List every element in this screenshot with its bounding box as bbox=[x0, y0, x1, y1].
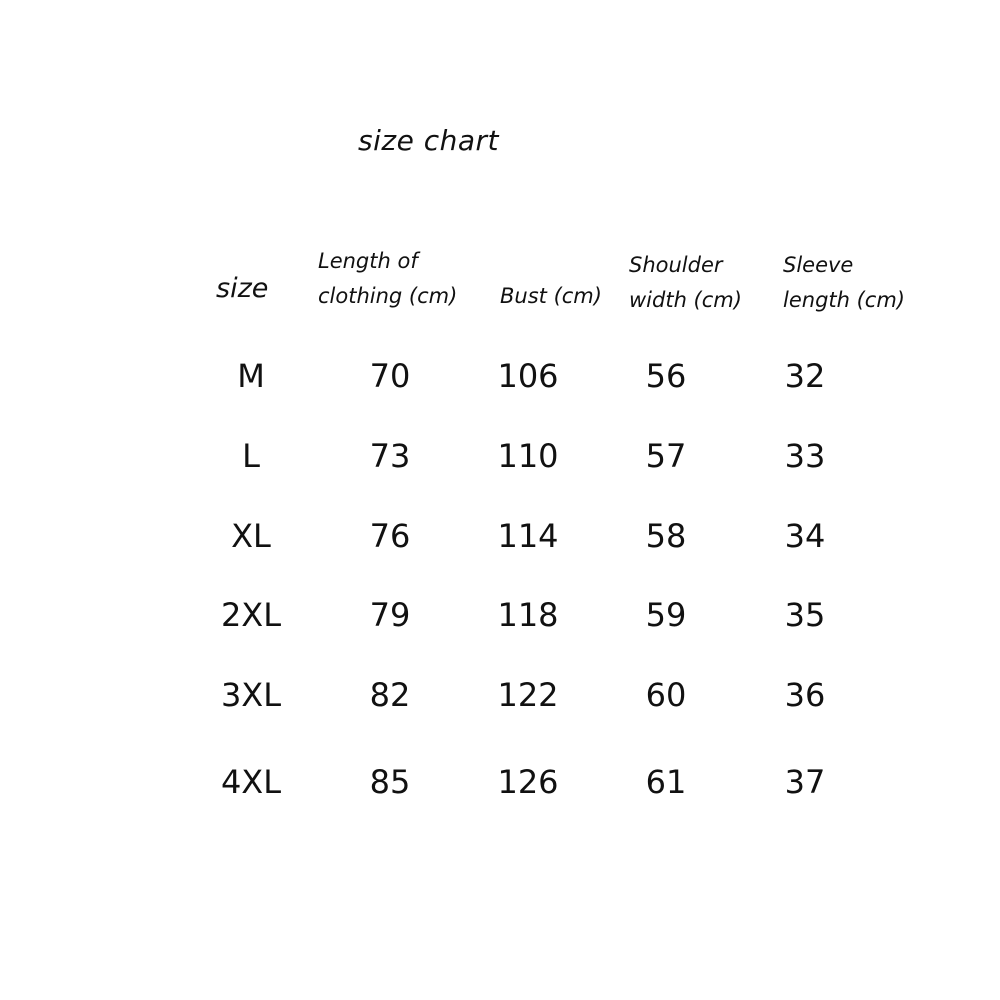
row-l-length: 73 bbox=[369, 437, 411, 475]
row-3xl-shoulder: 60 bbox=[645, 676, 687, 714]
row-m-length: 70 bbox=[369, 357, 411, 395]
row-xl-sleeve: 34 bbox=[784, 517, 826, 555]
header-bust: Bust (cm) bbox=[500, 284, 602, 308]
header-sleeve-line1: Sleeve bbox=[783, 253, 854, 277]
row-4xl-length: 85 bbox=[369, 763, 411, 801]
header-length-line2: clothing (cm) bbox=[318, 284, 458, 308]
row-2xl-size: 2XL bbox=[220, 596, 282, 634]
header-length bbox=[318, 244, 457, 314]
header-length-line1: Length of bbox=[318, 249, 418, 273]
row-xl-length: 76 bbox=[369, 517, 411, 555]
row-m-shoulder: 56 bbox=[645, 357, 687, 395]
row-3xl-size: 3XL bbox=[220, 676, 282, 714]
row-3xl-sleeve: 36 bbox=[784, 676, 826, 714]
header-shoulder-line2: width (cm) bbox=[629, 288, 742, 312]
row-l-bust: 110 bbox=[497, 437, 559, 475]
row-xl-size: XL bbox=[231, 517, 271, 555]
header-sleeve bbox=[783, 248, 905, 318]
row-3xl-length: 82 bbox=[369, 676, 411, 714]
row-4xl-shoulder: 61 bbox=[645, 763, 687, 801]
row-l-size: L bbox=[242, 437, 260, 475]
row-m-sleeve: 32 bbox=[784, 357, 826, 395]
row-l-sleeve: 33 bbox=[784, 437, 826, 475]
header-sleeve-line2: length (cm) bbox=[783, 288, 906, 312]
page-title: size chart bbox=[358, 124, 499, 157]
row-2xl-bust: 118 bbox=[497, 596, 559, 634]
row-m-bust: 106 bbox=[497, 357, 559, 395]
row-xl-bust: 114 bbox=[497, 517, 559, 555]
header-size: size bbox=[216, 273, 269, 304]
row-2xl-length: 79 bbox=[369, 596, 411, 634]
row-m-size: M bbox=[237, 357, 265, 395]
row-xl-shoulder: 58 bbox=[645, 517, 687, 555]
row-4xl-bust: 126 bbox=[497, 763, 559, 801]
header-shoulder bbox=[629, 248, 742, 318]
row-3xl-bust: 122 bbox=[497, 676, 559, 714]
row-2xl-sleeve: 35 bbox=[784, 596, 826, 634]
header-shoulder-line1: Shoulder bbox=[629, 253, 723, 277]
row-4xl-size: 4XL bbox=[220, 763, 282, 801]
row-4xl-sleeve: 37 bbox=[784, 763, 826, 801]
row-l-shoulder: 57 bbox=[645, 437, 687, 475]
row-2xl-shoulder: 59 bbox=[645, 596, 687, 634]
